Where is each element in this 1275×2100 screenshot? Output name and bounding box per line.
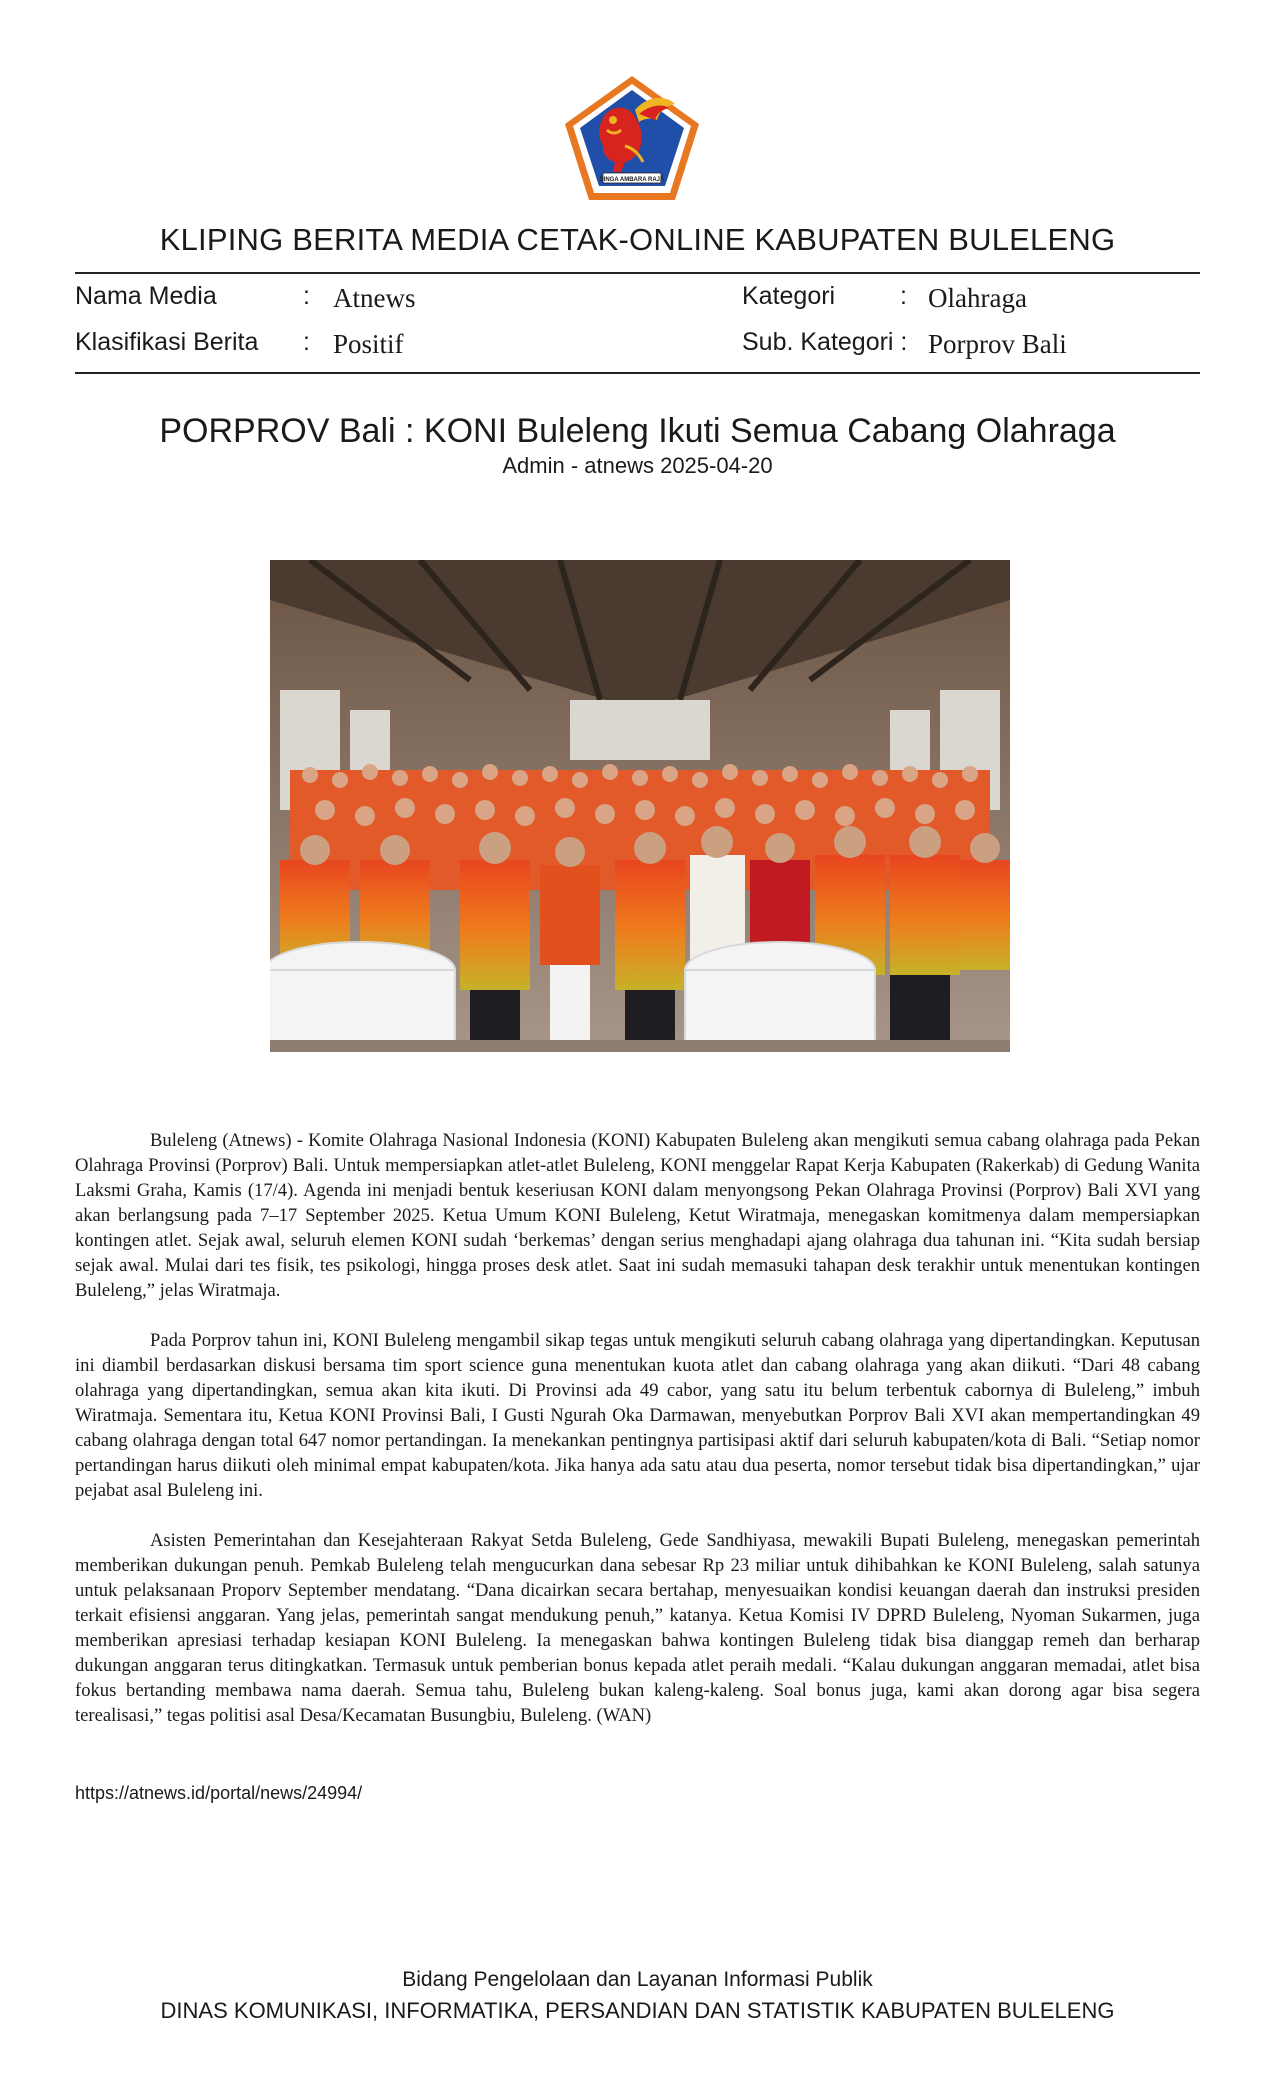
buleleng-crest-logo — [563, 74, 701, 202]
header-top-rule — [75, 272, 1200, 274]
nama-media-value: Atnews — [333, 283, 416, 313]
klasifikasi-value: Positif — [333, 329, 404, 359]
sub-kategori-label: Sub. Kategori : — [742, 328, 908, 356]
article-byline: Admin - atnews 2025-04-20 — [502, 453, 773, 478]
header-bottom-rule — [75, 372, 1200, 374]
kategori-label: Kategori — [742, 282, 836, 310]
source-url-link[interactable]: https://atnews.id/portal/news/24994/ — [75, 1783, 363, 1803]
nama-media-colon: : — [303, 282, 310, 310]
nama-media-label: Nama Media — [75, 282, 217, 310]
kategori-value: Olahraga — [928, 283, 1027, 313]
article-paragraph: Pada Porprov tahun ini, KONI Buleleng mengambil sikap tegas untuk mengikuti seluruh cabang olahraga yang dipertandingkan. Keputusan ini diambil berdasarkan diskusi bersama tim sport science guna menentukan kuota atlet dan cabang olahraga yang akan diikuti. “Dari 48 cabang olahraga yang dipertandingkan, semua akan kita ikuti. Di Provinsi ada 49 cabor, yang satu itu belum terbentuk cabornya di Buleleng,” imbuh Wiratmaja. Sementara itu, Ketua KONI Provinsi Bali, I Gusti Ngurah Oka Darmawan, menyebutkan Porprov Bali XVI akan mempertandingkan 49 cabang olahraga dengan total 647 nomor pertandingan. Ia menekankan pentingnya partisipasi aktif dari seluruh kabupaten/kota di Bali. “Setiap nomor pertandingan harus diikuti oleh minimal empat kabupaten/kota. Jika hanya ada satu atau dua peserta, nomor tersebut tidak bisa dipertandingkan,” ujar pejabat asal Buleleng ini. — [75, 1330, 1200, 1501]
kliping-title: KLIPING BERITA MEDIA CETAK-ONLINE KABUPATEN BULELENG — [159, 222, 1116, 257]
footer-agency: DINAS KOMUNIKASI, INFORMATIKA, PERSANDIAN DAN STATISTIK KABUPATEN BULELENG — [160, 1998, 1115, 2023]
article-group-photo — [270, 560, 1010, 1052]
crest-motto: SINGA AMBARA RAJA — [599, 176, 665, 183]
article-paragraph: Asisten Pemerintahan dan Kesejahteraan Rakyat Setda Buleleng, Gede Sandhiyasa, mewakili Bupati Buleleng, menegaskan pemerintah memberikan dukungan penuh. Pemkab Buleleng telah mengucurkan dana sebesar Rp 23 miliar untuk dihibahkan ke KONI Buleleng, salah satunya untuk pelaksanaan Proporv September mendatang. “Dana dicairkan secara bertahap, menyesuaikan kondisi keuangan daerah dan instruksi presiden terkait efisiensi anggaran. Yang jelas, pemerintah sangat mendukung penuh,” katanya. Ketua Komisi IV DPRD Buleleng, Nyoman Sukarmen, juga memberikan apresiasi terhadap kesiapan KONI Buleleng. Ia menegaskan bahwa kontingen Buleleng tidak bisa dianggap remeh dan berharap dukungan anggaran terus ditingkatkan. Termasuk untuk pemberian bonus kepada atlet peraih medali. “Kalau dukungan anggaran memadai, atlet bisa fokus bertanding membawa nama daerah. Semua tahu, Buleleng bukan kaleng-kaleng. Soal bonus juga, kami akan dorong agar bisa segera terealisasi,” tegas politisi asal Desa/Kecamatan Busungbiu, Buleleng. (WAN) — [75, 1530, 1200, 1726]
footer-division: Bidang Pengelolaan dan Layanan Informasi Publik — [402, 1968, 873, 1991]
article-body — [75, 1128, 1200, 1753]
article-paragraph: Buleleng (Atnews) - Komite Olahraga Nasional Indonesia (KONI) Kabupaten Buleleng akan mengikuti semua cabang olahraga pada Pekan Olahraga Provinsi (Porprov) Bali. Untuk mempersiapkan atlet-atlet Buleleng, KONI menggelar Rapat Kerja Kabupaten (Rakerkab) di Gedung Wanita Laksmi Graha, Kamis (17/4). Agenda ini menjadi bentuk keseriusan KONI dalam menyongsong Pekan Olahraga Provinsi (Porprov) Bali XVI yang akan berlangsung pada 7–17 September 2025. Ketua Umum KONI Buleleng, Ketut Wiratmaja, menegaskan komitmenya dalam mempersiapkan kontingen atlet. Sejak awal, seluruh elemen KONI sudah ‘berkemas’ dengan serius menghadapi ajang olahraga dua tahunan ini. “Kita sudah bersiap sejak awal. Mulai dari tes fisik, tes psikologi, hingga proses desk atlet. Saat ini sudah memasuki tahapan desk terakhir untuk menentukan kontingen Buleleng,” jelas Wiratmaja. — [75, 1130, 1200, 1301]
article-headline: PORPROV Bali : KONI Buleleng Ikuti Semua Cabang Olahraga — [159, 412, 1116, 450]
klasifikasi-label: Klasifikasi Berita — [75, 328, 259, 356]
klasifikasi-colon: : — [303, 328, 310, 356]
sub-kategori-value: Porprov Bali — [928, 329, 1067, 359]
kategori-colon: : — [900, 282, 907, 310]
